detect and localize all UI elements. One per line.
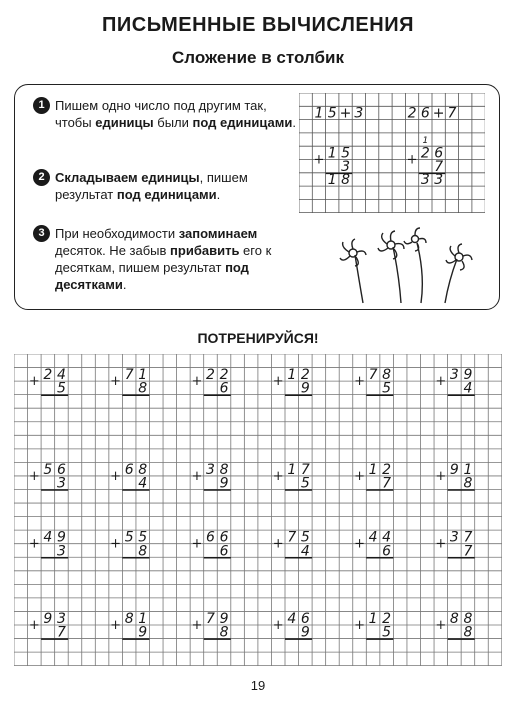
rule-bold-text: прибавить bbox=[170, 243, 240, 258]
practice-bottom-digit: 9 bbox=[138, 624, 148, 641]
example-result-digit: 1 bbox=[327, 172, 337, 189]
practice-plus-sign: + bbox=[272, 468, 284, 484]
practice-bottom-digit: 8 bbox=[219, 624, 229, 641]
practice-plus-sign: + bbox=[110, 536, 122, 552]
practice-plus-sign: + bbox=[110, 468, 122, 484]
practice-top-digit: 3 bbox=[206, 461, 215, 478]
practice-top-digit: 1 bbox=[463, 461, 473, 478]
rule-bold-text: Складываем единицы bbox=[55, 170, 200, 185]
practice-heading: ПОТРЕНИРУЙСЯ! bbox=[197, 330, 319, 346]
practice-top-digit: 7 bbox=[300, 461, 310, 478]
practice-top-digit: 4 bbox=[56, 367, 66, 384]
practice-top-digit: 3 bbox=[449, 367, 459, 384]
practice-top-digit: 7 bbox=[206, 611, 215, 627]
rule-text-run: , пишем результат bbox=[55, 170, 248, 202]
practice-bottom-digit: 3 bbox=[56, 475, 66, 492]
practice-top-digit: 4 bbox=[287, 611, 297, 627]
practice-plus-sign: + bbox=[191, 536, 203, 552]
rule-text-run: были bbox=[153, 115, 193, 130]
practice-top-digit: 8 bbox=[138, 461, 148, 478]
practice-top-digit: 4 bbox=[43, 529, 53, 546]
example-expression-char: 3 bbox=[354, 105, 364, 122]
step-number-badge: 3 bbox=[33, 225, 50, 242]
practice-bottom-digit: 4 bbox=[300, 543, 310, 560]
practice-top-digit: 3 bbox=[449, 529, 459, 546]
practice-top-digit: 8 bbox=[219, 461, 229, 478]
practice-top-digit: 1 bbox=[138, 611, 148, 627]
example-bottom-digit: 7 bbox=[434, 158, 444, 175]
practice-top-digit: 6 bbox=[56, 461, 66, 478]
practice-top-digit: 8 bbox=[449, 611, 459, 627]
practice-top-digit: 1 bbox=[138, 367, 148, 384]
example-expression-char: 6 bbox=[420, 105, 430, 122]
practice-top-digit: 1 bbox=[287, 367, 297, 384]
practice-bottom-digit: 8 bbox=[138, 380, 148, 397]
practice-plus-sign: + bbox=[272, 536, 284, 552]
rule-text-run: . bbox=[216, 187, 221, 202]
example-result-digit: 3 bbox=[434, 172, 444, 189]
practice-top-digit: 8 bbox=[124, 611, 134, 627]
practice-bottom-digit: 7 bbox=[382, 475, 392, 492]
practice-top-digit: 1 bbox=[368, 611, 378, 627]
practice-top-digit: 5 bbox=[138, 529, 148, 546]
rule-bold-text: под десятками bbox=[55, 260, 249, 292]
practice-bottom-digit: 9 bbox=[300, 624, 310, 641]
practice-bottom-digit: 6 bbox=[219, 543, 229, 560]
practice-plus-sign: + bbox=[354, 374, 365, 390]
practice-plus-sign: + bbox=[272, 618, 284, 633]
practice-top-digit: 5 bbox=[300, 529, 310, 546]
practice-top-digit: 2 bbox=[206, 367, 215, 384]
rule-bold-text: под единицами bbox=[116, 187, 217, 202]
example-expression-char: + bbox=[339, 105, 352, 122]
practice-plus-sign: + bbox=[191, 468, 203, 484]
practice-top-digit: 2 bbox=[43, 367, 53, 384]
example-expression-char: 1 bbox=[314, 105, 324, 122]
example-top-digit: 1 bbox=[327, 145, 337, 162]
rule-text bbox=[55, 225, 303, 293]
practice-top-digit: 3 bbox=[56, 611, 66, 627]
rule-bold-text: запоминаем bbox=[178, 226, 258, 241]
page-title: ПИСЬМЕННЫЕ ВЫЧИСЛЕНИЯ bbox=[102, 14, 414, 36]
page-subtitle: Сложение в столбик bbox=[172, 48, 344, 67]
practice-top-digit: 7 bbox=[124, 367, 134, 384]
flowers-illustration bbox=[317, 225, 487, 305]
example-bottom-digit: 3 bbox=[341, 158, 351, 175]
practice-bottom-digit: 5 bbox=[300, 475, 310, 492]
practice-plus-sign: + bbox=[191, 374, 203, 390]
example-result-digit: 8 bbox=[341, 172, 351, 189]
practice-bottom-digit: 6 bbox=[219, 380, 229, 397]
rule-bold-text: единицы bbox=[95, 115, 154, 130]
practice-top-digit: 6 bbox=[206, 529, 215, 546]
practice-bottom-digit: 7 bbox=[463, 543, 473, 560]
practice-plus-sign: + bbox=[28, 468, 40, 484]
example-grid bbox=[299, 93, 485, 213]
page-number: 19 bbox=[250, 678, 266, 693]
practice-plus-sign: + bbox=[110, 374, 122, 390]
practice-top-digit: 7 bbox=[463, 529, 473, 546]
practice-plus-sign: + bbox=[435, 374, 447, 390]
step-number-badge: 1 bbox=[33, 97, 50, 114]
example-expression-char: 5 bbox=[327, 105, 337, 122]
practice-top-digit: 4 bbox=[382, 529, 392, 546]
practice-top-digit: 7 bbox=[368, 367, 378, 384]
practice-bottom-digit: 7 bbox=[56, 624, 66, 641]
practice-bottom-digit: 9 bbox=[219, 475, 229, 492]
practice-plus-sign: + bbox=[191, 618, 203, 633]
practice-plus-sign: + bbox=[354, 618, 365, 633]
practice-bottom-digit: 4 bbox=[138, 475, 148, 492]
practice-plus-sign: + bbox=[354, 468, 365, 484]
practice-top-digit: 1 bbox=[368, 461, 378, 478]
practice-bottom-digit: 5 bbox=[382, 380, 392, 397]
example-top-digit: 5 bbox=[341, 145, 351, 162]
practice-top-digit: 8 bbox=[463, 611, 473, 627]
practice-plus-sign: + bbox=[272, 374, 284, 390]
step-number-badge: 2 bbox=[33, 169, 50, 186]
practice-bottom-digit: 5 bbox=[382, 624, 392, 641]
practice-plus-sign: + bbox=[435, 618, 447, 633]
example-expression-char: 7 bbox=[447, 105, 457, 122]
practice-top-digit: 8 bbox=[382, 367, 392, 384]
practice-plus-sign: + bbox=[28, 374, 40, 390]
practice-bottom-digit: 5 bbox=[56, 380, 66, 397]
example-expression-char: + bbox=[432, 105, 445, 122]
example-top-digit: 2 bbox=[420, 145, 430, 162]
rule-step-2 bbox=[33, 169, 303, 203]
example-result-digit: 3 bbox=[420, 172, 430, 189]
rule-step-1 bbox=[33, 97, 303, 131]
practice-plus-sign: + bbox=[354, 536, 365, 552]
rule-text-run: Пишем одно число под другим так, чтобы bbox=[55, 98, 267, 130]
practice-top-digit: 9 bbox=[219, 611, 229, 627]
rule-text-run: При необходимости bbox=[55, 226, 179, 241]
practice-top-digit: 6 bbox=[300, 611, 310, 627]
rule-bold-text: под единицами bbox=[192, 115, 293, 130]
practice-plus-sign: + bbox=[435, 468, 447, 484]
example-expression-char: 2 bbox=[407, 105, 417, 122]
practice-top-digit: 2 bbox=[219, 367, 229, 384]
practice-top-digit: 6 bbox=[124, 461, 134, 478]
practice-top-digit: 2 bbox=[382, 461, 392, 478]
practice-grid bbox=[14, 354, 502, 676]
example-top-digit: 6 bbox=[434, 145, 444, 162]
practice-bottom-digit: 9 bbox=[300, 380, 310, 397]
rule-text bbox=[55, 169, 303, 203]
example-plus-sign: + bbox=[313, 152, 325, 168]
rule-text bbox=[55, 97, 303, 131]
rules-box bbox=[14, 84, 500, 310]
practice-top-digit: 5 bbox=[43, 461, 53, 478]
practice-bottom-digit: 6 bbox=[382, 543, 392, 560]
practice-top-digit: 9 bbox=[43, 611, 53, 627]
practice-plus-sign: + bbox=[28, 536, 40, 552]
practice-top-digit: 2 bbox=[300, 367, 310, 384]
practice-top-digit: 5 bbox=[124, 529, 134, 546]
practice-plus-sign: + bbox=[110, 618, 122, 633]
practice-top-digit: 4 bbox=[368, 529, 378, 546]
practice-plus-sign: + bbox=[28, 618, 40, 633]
example-carry-digit: 1 bbox=[422, 136, 429, 147]
practice-top-digit: 6 bbox=[219, 529, 229, 546]
practice-bottom-digit: 8 bbox=[138, 543, 148, 560]
practice-bottom-digit: 4 bbox=[463, 380, 473, 397]
practice-top-digit: 9 bbox=[463, 367, 473, 384]
rule-step-3 bbox=[33, 225, 303, 293]
practice-top-digit: 9 bbox=[56, 529, 66, 546]
practice-top-digit: 7 bbox=[287, 529, 297, 546]
rule-text-run: . bbox=[122, 277, 127, 292]
practice-plus-sign: + bbox=[435, 536, 447, 552]
practice-bottom-digit: 8 bbox=[463, 475, 473, 492]
example-plus-sign: + bbox=[406, 152, 418, 168]
practice-top-digit: 2 bbox=[382, 611, 392, 627]
rule-text-run: . bbox=[292, 115, 296, 130]
practice-bottom-digit: 3 bbox=[56, 543, 66, 560]
rule-text-run: его к десяткам, пишем результат bbox=[55, 243, 272, 275]
practice-top-digit: 9 bbox=[449, 461, 459, 478]
rule-text-run: десяток. Не забыв bbox=[55, 243, 171, 258]
practice-top-digit: 1 bbox=[287, 461, 297, 478]
practice-bottom-digit: 8 bbox=[463, 624, 473, 641]
